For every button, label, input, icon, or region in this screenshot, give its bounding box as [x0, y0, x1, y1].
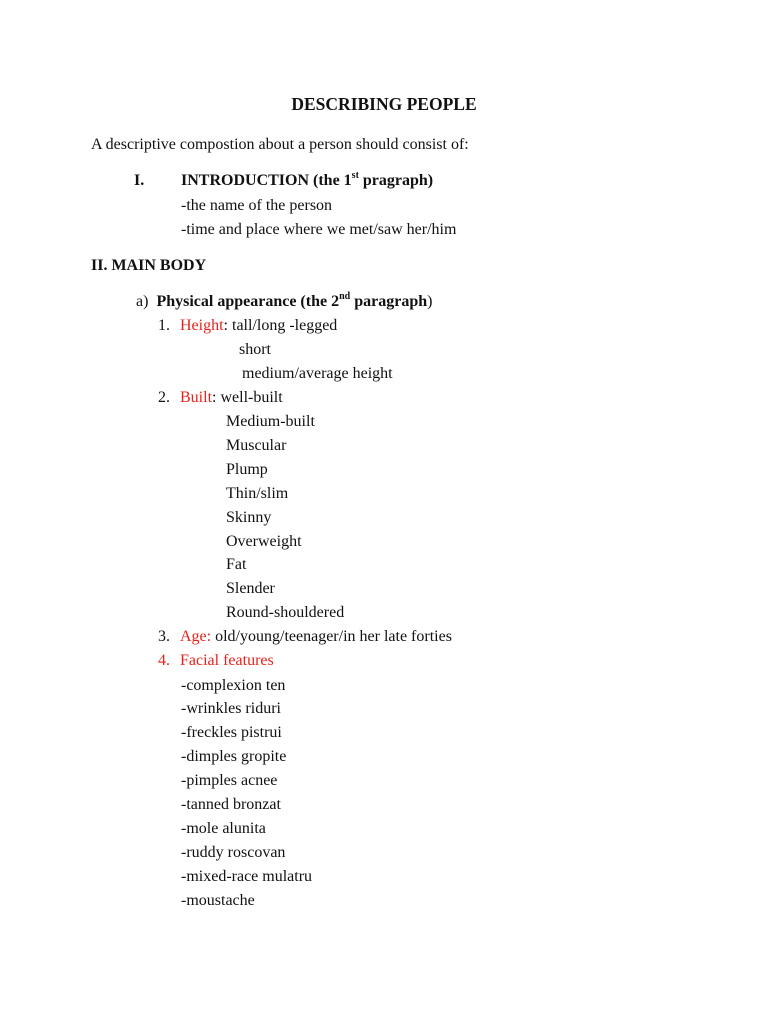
facial-features-label: Facial features	[180, 652, 274, 669]
intro-sentence: A descriptive compostion about a person should consist of:	[91, 136, 469, 153]
built-option: Overweight	[226, 533, 302, 550]
facial-feature: -mixed-race mulatru	[181, 868, 313, 885]
built-option: Skinny	[226, 509, 272, 526]
facial-feature: -wrinkles riduri	[181, 700, 281, 717]
facial-feature: -freckles pistrui	[181, 724, 282, 741]
section1-heading-text: INTRODUCTION (the 1	[181, 172, 352, 189]
section1-heading-sup: st	[351, 169, 359, 181]
facial-feature: -mole alunita	[181, 820, 266, 837]
subsection-a-label: Physical appearance (the 2nd paragraph	[156, 290, 428, 310]
subsection-a-marker: a)	[136, 293, 149, 310]
built-option: Round-shouldered	[226, 604, 345, 621]
section1-item: -time and place where we met/saw her/him	[181, 221, 457, 238]
built-option: Thin/slim	[226, 485, 289, 502]
height-label: Height	[180, 317, 224, 334]
facial-feature: -complexion ten	[181, 677, 286, 694]
height-item: 1. Height: tall/long -legged	[158, 317, 338, 334]
built-item: 2. Built: well-built	[158, 389, 283, 406]
subsection-a-close: )	[427, 293, 433, 310]
height-option: medium/average height	[242, 365, 393, 382]
subsection-a	[136, 292, 432, 312]
facial-feature: -moustache	[181, 892, 255, 909]
built-option: Slender	[226, 580, 275, 597]
built-option: Medium-built	[226, 413, 315, 430]
document-title: DESCRIBING PEOPLE	[291, 94, 477, 114]
section1-heading-tail: pragraph)	[358, 172, 434, 189]
facial-feature: -ruddy roscovan	[181, 844, 286, 861]
section1-numeral: I.	[134, 172, 145, 189]
built-option: Muscular	[226, 437, 287, 454]
section1-item: -the name of the person	[181, 197, 333, 214]
section2-heading: II. MAIN BODY	[91, 257, 207, 274]
built-label: Built	[180, 389, 213, 406]
built-option: Plump	[226, 461, 268, 478]
age-item: 3. Age: old/young/teenager/in her late forties	[158, 628, 452, 645]
facial-feature: -pimples acnee	[181, 772, 278, 789]
age-label: Age:	[180, 628, 212, 645]
facial-feature: -dimples gropite	[181, 748, 287, 765]
facial-features-item: 4. Facial features	[158, 652, 274, 669]
facial-feature: -tanned bronzat	[181, 796, 281, 813]
built-option: Fat	[226, 556, 247, 573]
height-option: short	[239, 341, 271, 358]
section1-heading	[181, 171, 433, 191]
